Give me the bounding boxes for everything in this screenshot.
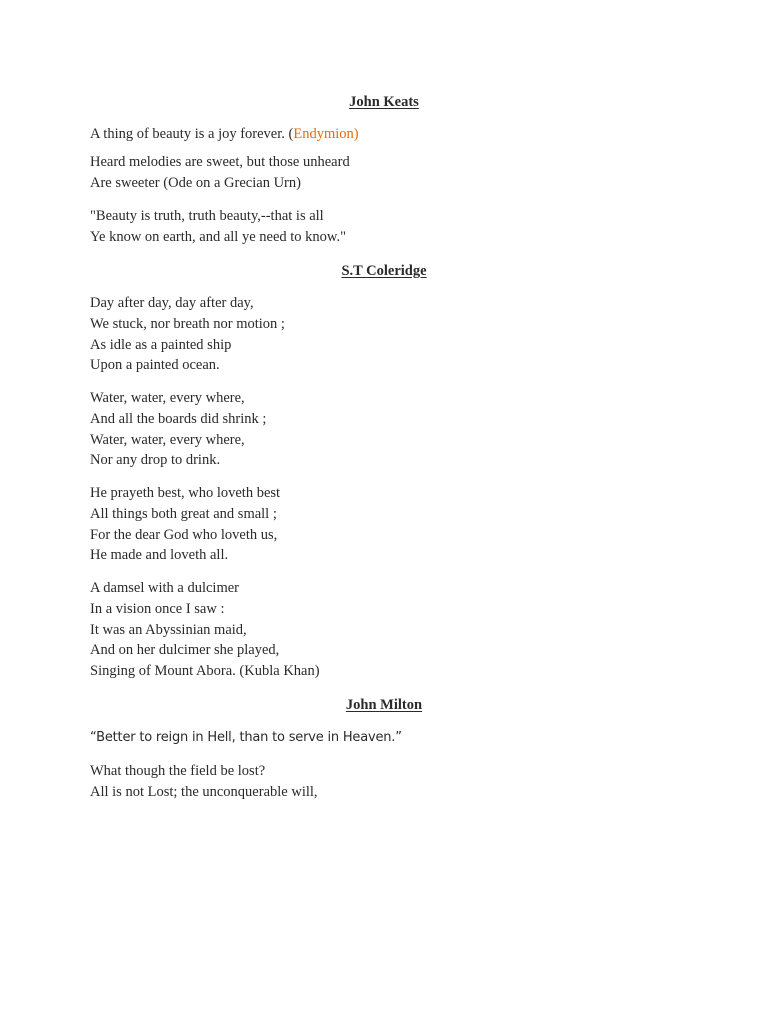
quote-line: What though the field be lost? <box>90 763 266 779</box>
quote-beauty-truth <box>90 206 690 248</box>
quote-line <box>90 124 690 145</box>
stanza-line: Upon a painted ocean. <box>90 357 220 374</box>
heading-text: John Milton <box>345 697 423 713</box>
stanza-line: Day after day, day after day, <box>90 295 254 311</box>
quote-source: Endymion) <box>293 126 359 142</box>
stanza-line: And on her dulcimer she played, <box>90 642 280 659</box>
quote-line: Heard melodies are sweet, but those unheard <box>90 154 350 170</box>
section-heading-milton <box>0 695 768 715</box>
quote-endymion <box>90 124 690 145</box>
stanza-line: In a vision once I saw : <box>90 600 225 617</box>
stanza-line: As idle as a painted ship <box>90 336 232 353</box>
heading-text: John Keats <box>349 94 419 110</box>
stanza <box>90 388 690 471</box>
quote-line: Are sweeter (Ode on a Grecian Urn) <box>90 174 301 191</box>
stanza-line: He prayeth best, who loveth best <box>90 485 281 501</box>
stanza-line: We stuck, nor breath nor motion ; <box>90 315 285 332</box>
stanza-line: He made and loveth all. <box>90 547 229 564</box>
section-heading-coleridge <box>0 261 768 281</box>
stanza-line: Water, water, every where, <box>90 390 245 406</box>
stanza <box>90 483 690 566</box>
quote-line: “Better to reign in Hell, than to serve in Heaven.” <box>90 730 402 745</box>
stanza-line: Nor any drop to drink. <box>90 452 221 469</box>
quote-line: Ye know on earth, and all ye need to know." <box>90 228 346 245</box>
quote-reign-in-hell <box>90 728 690 749</box>
quote-line: All is not Lost; the unconquerable will, <box>90 783 318 800</box>
quote-field-lost <box>90 761 690 803</box>
quote-text: A thing of beauty is a joy forever. ( <box>90 126 294 142</box>
quote-grecian-urn <box>90 152 690 194</box>
stanza-line: For the dear God who loveth us, <box>90 526 278 543</box>
stanza-line: All things both great and small ; <box>90 505 277 522</box>
stanza <box>90 293 690 376</box>
section-heading-keats <box>0 92 768 112</box>
stanza <box>90 578 690 682</box>
stanza-line: It was an Abyssinian maid, <box>90 621 247 638</box>
stanza-line: Singing of Mount Abora. (Kubla Khan) <box>90 663 320 680</box>
stanza-line: And all the boards did shrink ; <box>90 410 267 427</box>
stanza-line: A damsel with a dulcimer <box>90 580 239 596</box>
quote-line: "Beauty is truth, truth beauty,--that is all <box>90 208 324 224</box>
heading-text: S.T Coleridge <box>341 263 427 279</box>
stanza-line: Water, water, every where, <box>90 431 245 448</box>
